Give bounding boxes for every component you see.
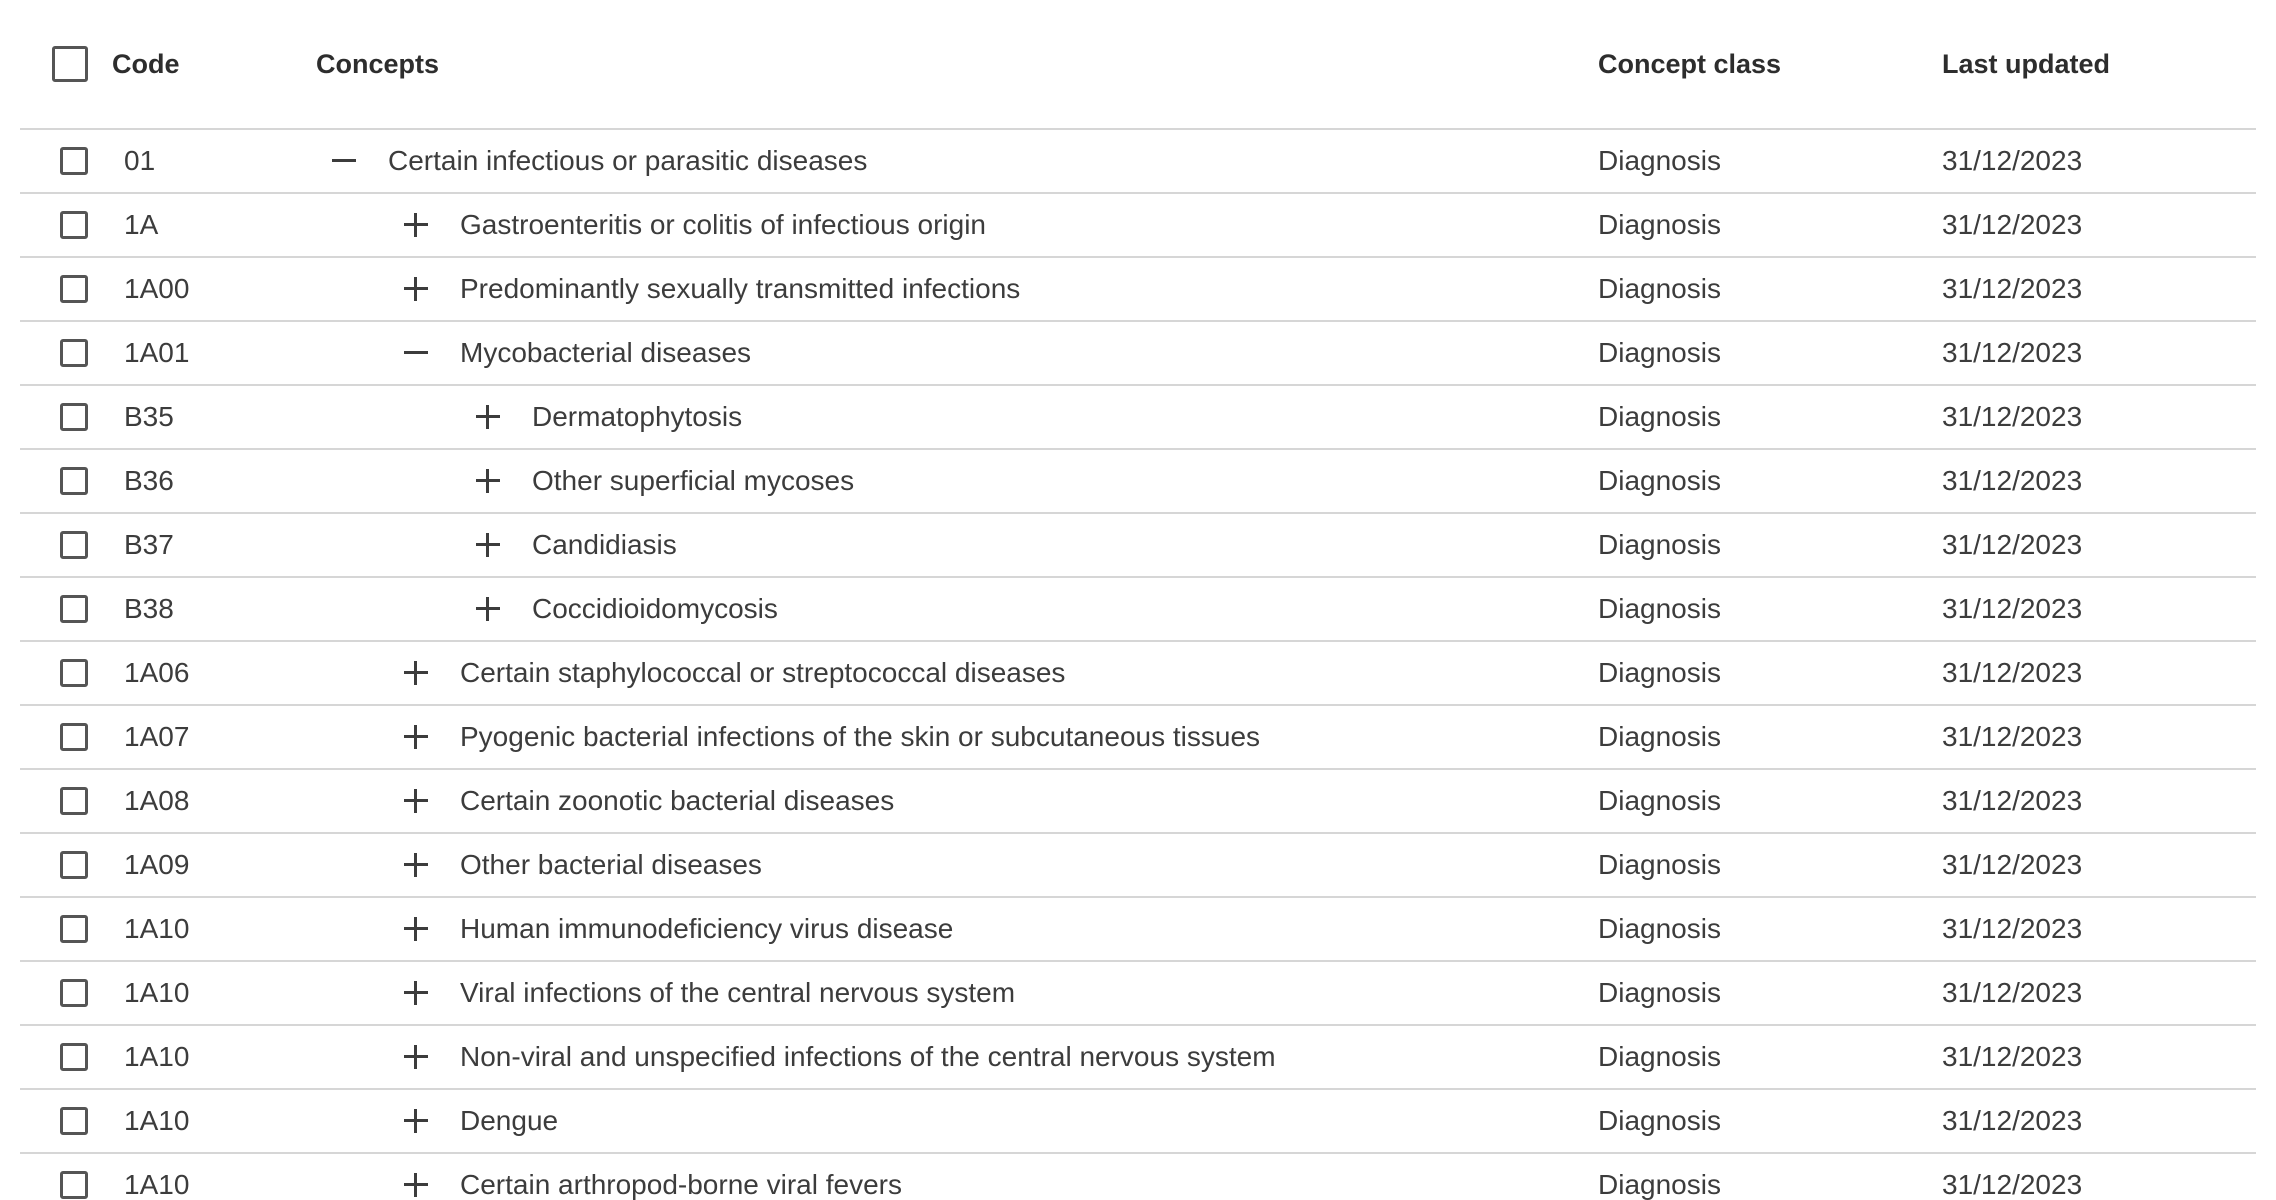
collapse-icon[interactable] [330,147,358,175]
row-concept-cell [20,834,1520,896]
row-concept-label: Certain infectious or parasitic diseases [388,145,868,176]
row-concept-class: Diagnosis [1598,1041,1721,1072]
expand-icon[interactable] [474,595,502,623]
expand-icon[interactable] [402,211,430,239]
row-code: 1A08 [124,785,190,816]
table-row[interactable] [20,770,2256,834]
row-concept-class: Diagnosis [1598,209,1721,240]
row-concept-label: Certain staphylococcal or streptococcal diseases [460,657,1066,688]
row-concept-label: Coccidioidomycosis [532,593,778,624]
row-concept-label: Certain arthropod-borne viral fevers [460,1169,902,1200]
header-concepts[interactable]: Concepts [316,48,440,79]
concepts-table [20,0,2256,1200]
row-concept-class: Diagnosis [1598,1169,1721,1200]
collapse-icon[interactable] [402,339,430,367]
table-row[interactable] [20,1026,2256,1090]
row-code: 1A09 [124,849,190,880]
expand-icon[interactable] [402,1107,430,1135]
row-last-updated: 31/12/2023 [1942,913,2083,944]
expand-icon[interactable] [402,1171,430,1199]
row-concept-class: Diagnosis [1598,529,1721,560]
row-code: 1A01 [124,337,190,368]
row-last-updated: 31/12/2023 [1942,721,2083,752]
row-concept-label: Pyogenic bacterial infections of the skin or subcutaneous tissues [460,721,1261,752]
expand-icon[interactable] [474,403,502,431]
table-row[interactable] [20,1154,2256,1200]
row-concept-cell [20,578,1520,640]
row-concept-cell [20,1154,1520,1200]
table-row[interactable] [20,258,2256,322]
expand-icon[interactable] [402,659,430,687]
row-concept-label: Dermatophytosis [532,401,743,432]
row-concept-class: Diagnosis [1598,273,1721,304]
table-row[interactable] [20,386,2256,450]
table-row[interactable] [20,450,2256,514]
row-code: 1A10 [124,1105,190,1136]
row-concept-cell [20,386,1520,448]
select-all-checkbox-cell[interactable] [52,0,88,128]
header-last-updated[interactable]: Last updated [1942,48,2111,79]
table-row[interactable] [20,578,2256,642]
row-code: 1A00 [124,273,190,304]
row-concept-label: Other bacterial diseases [460,849,762,880]
row-last-updated: 31/12/2023 [1942,785,2083,816]
row-last-updated: 31/12/2023 [1942,337,2083,368]
row-concept-label: Viral infections of the central nervous system [460,977,1016,1008]
row-concept-label: Non-viral and unspecified infections of the central nervous system [460,1041,1276,1072]
row-code: 01 [124,145,156,176]
row-concept-label: Other superficial mycoses [532,465,855,496]
row-concept-label: Human immunodeficiency virus disease [460,913,954,944]
row-concept-cell [20,322,1520,384]
row-concept-cell [20,194,1520,256]
table-row[interactable] [20,834,2256,898]
row-concept-cell [20,1026,1520,1088]
row-last-updated: 31/12/2023 [1942,273,2083,304]
table-header [20,0,2256,130]
row-code: B38 [124,593,174,624]
row-concept-label: Predominantly sexually transmitted infections [460,273,1021,304]
row-concept-label: Gastroenteritis or colitis of infectious origin [460,209,986,240]
table-row[interactable] [20,962,2256,1026]
header-code[interactable]: Code [112,48,180,79]
row-last-updated: 31/12/2023 [1942,657,2083,688]
expand-icon[interactable] [474,467,502,495]
row-concept-class: Diagnosis [1598,785,1721,816]
row-code: 1A10 [124,1169,190,1200]
row-concept-class: Diagnosis [1598,337,1721,368]
table-body [20,130,2256,1200]
row-last-updated: 31/12/2023 [1942,1041,2083,1072]
row-concept-cell [20,130,1520,192]
row-concept-cell [20,962,1520,1024]
table-row[interactable] [20,194,2256,258]
expand-icon[interactable] [402,787,430,815]
row-concept-cell [20,514,1520,576]
row-code: 1A [124,209,159,240]
expand-icon[interactable] [474,531,502,559]
row-code: 1A10 [124,913,190,944]
row-last-updated: 31/12/2023 [1942,209,2083,240]
expand-icon[interactable] [402,275,430,303]
row-concept-class: Diagnosis [1598,849,1721,880]
row-concept-cell [20,1090,1520,1152]
row-code: 1A10 [124,977,190,1008]
row-last-updated: 31/12/2023 [1942,145,2083,176]
table-row[interactable] [20,1090,2256,1154]
row-concept-label: Dengue [460,1105,559,1136]
row-last-updated: 31/12/2023 [1942,1169,2083,1200]
select-all-checkbox[interactable] [52,46,88,82]
row-concept-class: Diagnosis [1598,593,1721,624]
table-row[interactable] [20,642,2256,706]
expand-icon[interactable] [402,979,430,1007]
row-concept-class: Diagnosis [1598,1105,1721,1136]
row-concept-class: Diagnosis [1598,977,1721,1008]
row-last-updated: 31/12/2023 [1942,849,2083,880]
row-concept-cell [20,898,1520,960]
row-code: 1A06 [124,657,190,688]
expand-icon[interactable] [402,851,430,879]
row-code: B35 [124,401,174,432]
table-row[interactable] [20,130,2256,194]
row-concept-cell [20,258,1520,320]
row-concept-class: Diagnosis [1598,145,1721,176]
row-concept-cell [20,642,1520,704]
expand-icon[interactable] [402,915,430,943]
expand-icon[interactable] [402,1043,430,1071]
row-last-updated: 31/12/2023 [1942,977,2083,1008]
row-concept-class: Diagnosis [1598,721,1721,752]
row-code: 1A07 [124,721,190,752]
row-last-updated: 31/12/2023 [1942,465,2083,496]
row-concept-cell [20,706,1520,768]
row-last-updated: 31/12/2023 [1942,593,2083,624]
table-row[interactable] [20,898,2256,962]
table-row[interactable] [20,706,2256,770]
row-last-updated: 31/12/2023 [1942,529,2083,560]
row-concept-cell [20,770,1520,832]
row-code: 1A10 [124,1041,190,1072]
row-code: B37 [124,529,174,560]
row-code: B36 [124,465,174,496]
row-concept-cell [20,450,1520,512]
row-concept-label: Candidiasis [532,529,677,560]
row-last-updated: 31/12/2023 [1942,401,2083,432]
row-concept-class: Diagnosis [1598,657,1721,688]
row-concept-label: Certain zoonotic bacterial diseases [460,785,895,816]
row-concept-class: Diagnosis [1598,465,1721,496]
header-concept-class[interactable]: Concept class [1598,48,1782,79]
table-row[interactable] [20,514,2256,578]
row-concept-label: Mycobacterial diseases [460,337,752,368]
expand-icon[interactable] [402,723,430,751]
table-row[interactable] [20,322,2256,386]
row-concept-class: Diagnosis [1598,913,1721,944]
row-last-updated: 31/12/2023 [1942,1105,2083,1136]
row-concept-class: Diagnosis [1598,401,1721,432]
